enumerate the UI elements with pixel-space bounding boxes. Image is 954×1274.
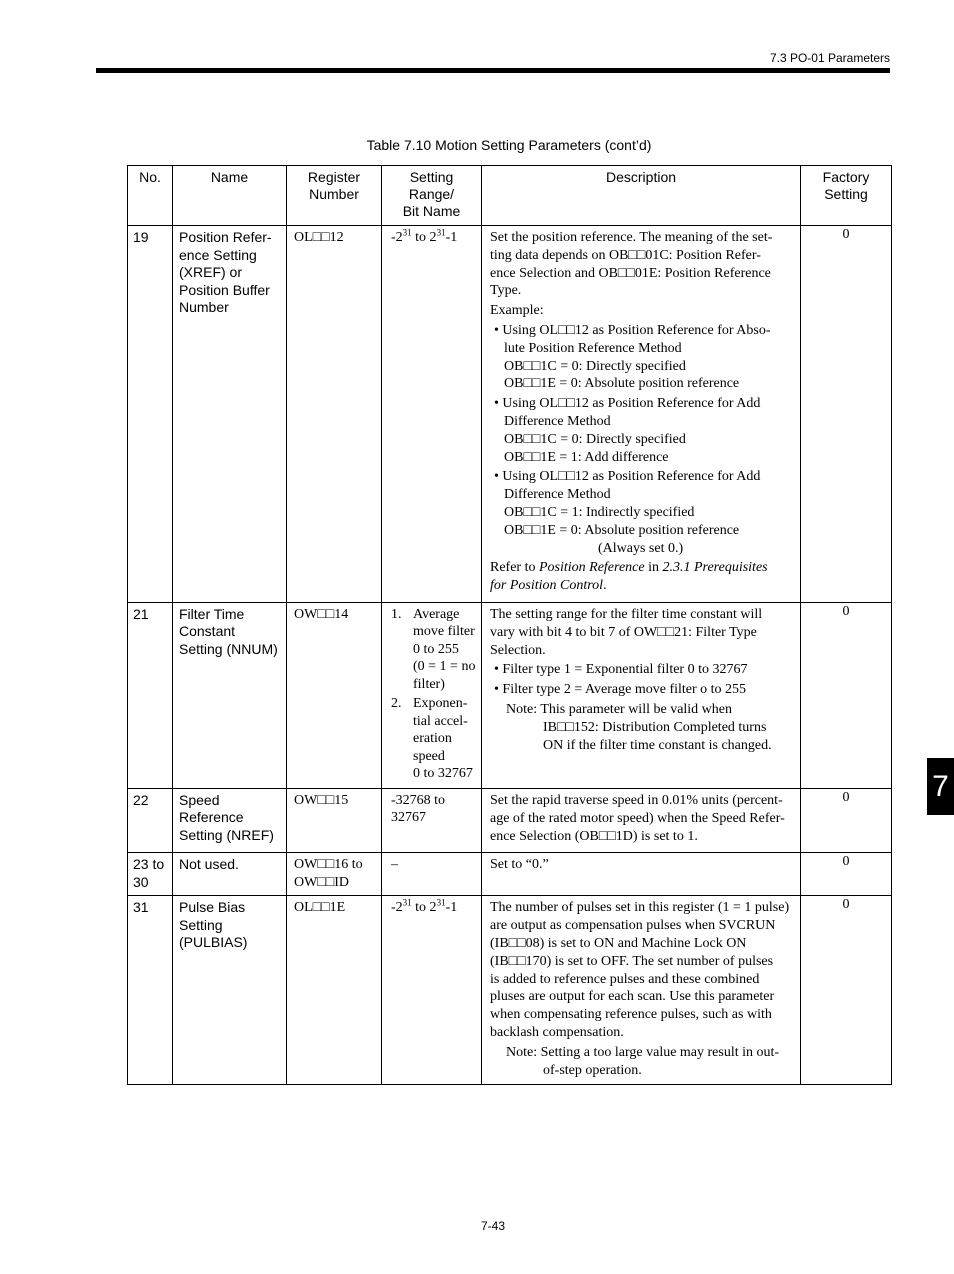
row-name: Speed Reference Setting (NREF) — [173, 788, 287, 852]
row-name: Pulse Bias Setting (PULBIAS) — [173, 896, 287, 1085]
row-range: $-2^{31}$ to $2^{31}-1$ — [382, 896, 482, 1085]
row-description: The setting range for the filter time constant will vary with bit 4 to bit 7 of OW□□21: Filter Type Selection. • Filter type 1 = Exponential filter 0 to 32767 • Filter type 2 = Average move filter o to 255 Note: This parameter will be valid when IB□□152: Distribution Completed turns ON if the filter time constant is changed. — [482, 602, 801, 788]
col-header-register: Register Number — [287, 166, 382, 226]
row-name: Position Refer- ence Setting (XREF) or Position Buffer Number — [173, 226, 287, 603]
page-number: 7-43 — [480, 1219, 506, 1233]
chapter-tab: 7 — [927, 758, 954, 815]
table-row — [128, 226, 892, 603]
table-row — [128, 602, 892, 788]
row-name: Filter Time Constant Setting (NNUM) — [173, 602, 287, 788]
row-register: OW□□14 — [287, 602, 382, 788]
table-row — [128, 788, 892, 852]
row-no: 31 — [128, 896, 173, 1085]
col-header-description: Description — [482, 166, 801, 226]
row-register: OW□□16 to OW□□ID — [287, 853, 382, 896]
col-header-no: No. — [128, 166, 173, 226]
table-header-row — [128, 166, 892, 226]
row-description: The number of pulses set in this register (1 = 1 pulse) are output as compensation pulses when SVCRUN (IB□□08) is set to ON and Machine Lock ON (IB□□170) is set to OFF. The set number of pulses is added to reference pulses and these combined pluses are output for each scan. Use this parameter when compensating reference pulses, such as with backlash compensation. Note: Setting a too large value may result in out- of-step operation. — [482, 896, 801, 1085]
row-range: $-2^{31}$ to $2^{31}-1$ — [382, 226, 482, 603]
table-row — [128, 853, 892, 896]
table-row — [128, 896, 892, 1085]
row-factory: 0 — [801, 853, 892, 896]
row-description: Set the rapid traverse speed in 0.01% units (percent- age of the rated motor speed) when the Speed Refer- ence Selection (OB□□1D) is set to 1. — [482, 788, 801, 852]
col-header-name: Name — [173, 166, 287, 226]
row-factory: 0 — [801, 602, 892, 788]
row-factory: 0 — [801, 896, 892, 1085]
row-register: OL□□12 — [287, 226, 382, 603]
row-register: OL□□1E — [287, 896, 382, 1085]
row-no: 19 — [128, 226, 173, 603]
row-register: OW□□15 — [287, 788, 382, 852]
motion-settings-table — [127, 165, 892, 1085]
row-factory: 0 — [801, 788, 892, 852]
row-description: Set the position reference. The meaning of the set- ting data depends on OB□□01C: Position Refer- ence Selection and OB□□01E: Position Reference Type. Example: • Using OL□□12 as Position Reference for Abso- lute Position Reference Method OB□□1C = 0: Directly specified OB□□1E = 0: Absolute position reference • Using OL□□12 as Position Reference for Add Difference Method OB□□1C = 0: Directly specified OB□□1E = 1: Add difference • Using OL□□12 as Position Reference for Add Difference Method OB□□1C = 1: Indirectly specified OB□□1E = 0: Absolute position reference (Always set 0.) Refer to Position Reference in 2.3.1 Prerequisites for Position Control. — [482, 226, 801, 603]
row-no: 23 to 30 — [128, 853, 173, 896]
row-no: 21 — [128, 602, 173, 788]
row-factory: 0 — [801, 226, 892, 603]
header-rule — [96, 68, 890, 73]
row-range: – — [382, 853, 482, 896]
col-header-range: Setting Range/ Bit Name — [382, 166, 482, 226]
table-caption: Table 7.10 Motion Setting Parameters (cont’d) — [366, 137, 652, 153]
col-header-factory: Factory Setting — [801, 166, 892, 226]
row-description: Set to “0.” — [482, 853, 801, 896]
row-range: -32768 to 32767 — [382, 788, 482, 852]
running-header: 7.3 PO-01 Parameters — [769, 51, 890, 65]
row-range: 1. Average move filter 0 to 255 (0 = 1 = no filter) 2. Exponen- tial accel- eration speed 0 to 32767 — [382, 602, 482, 788]
row-no: 22 — [128, 788, 173, 852]
row-name: Not used. — [173, 853, 287, 896]
